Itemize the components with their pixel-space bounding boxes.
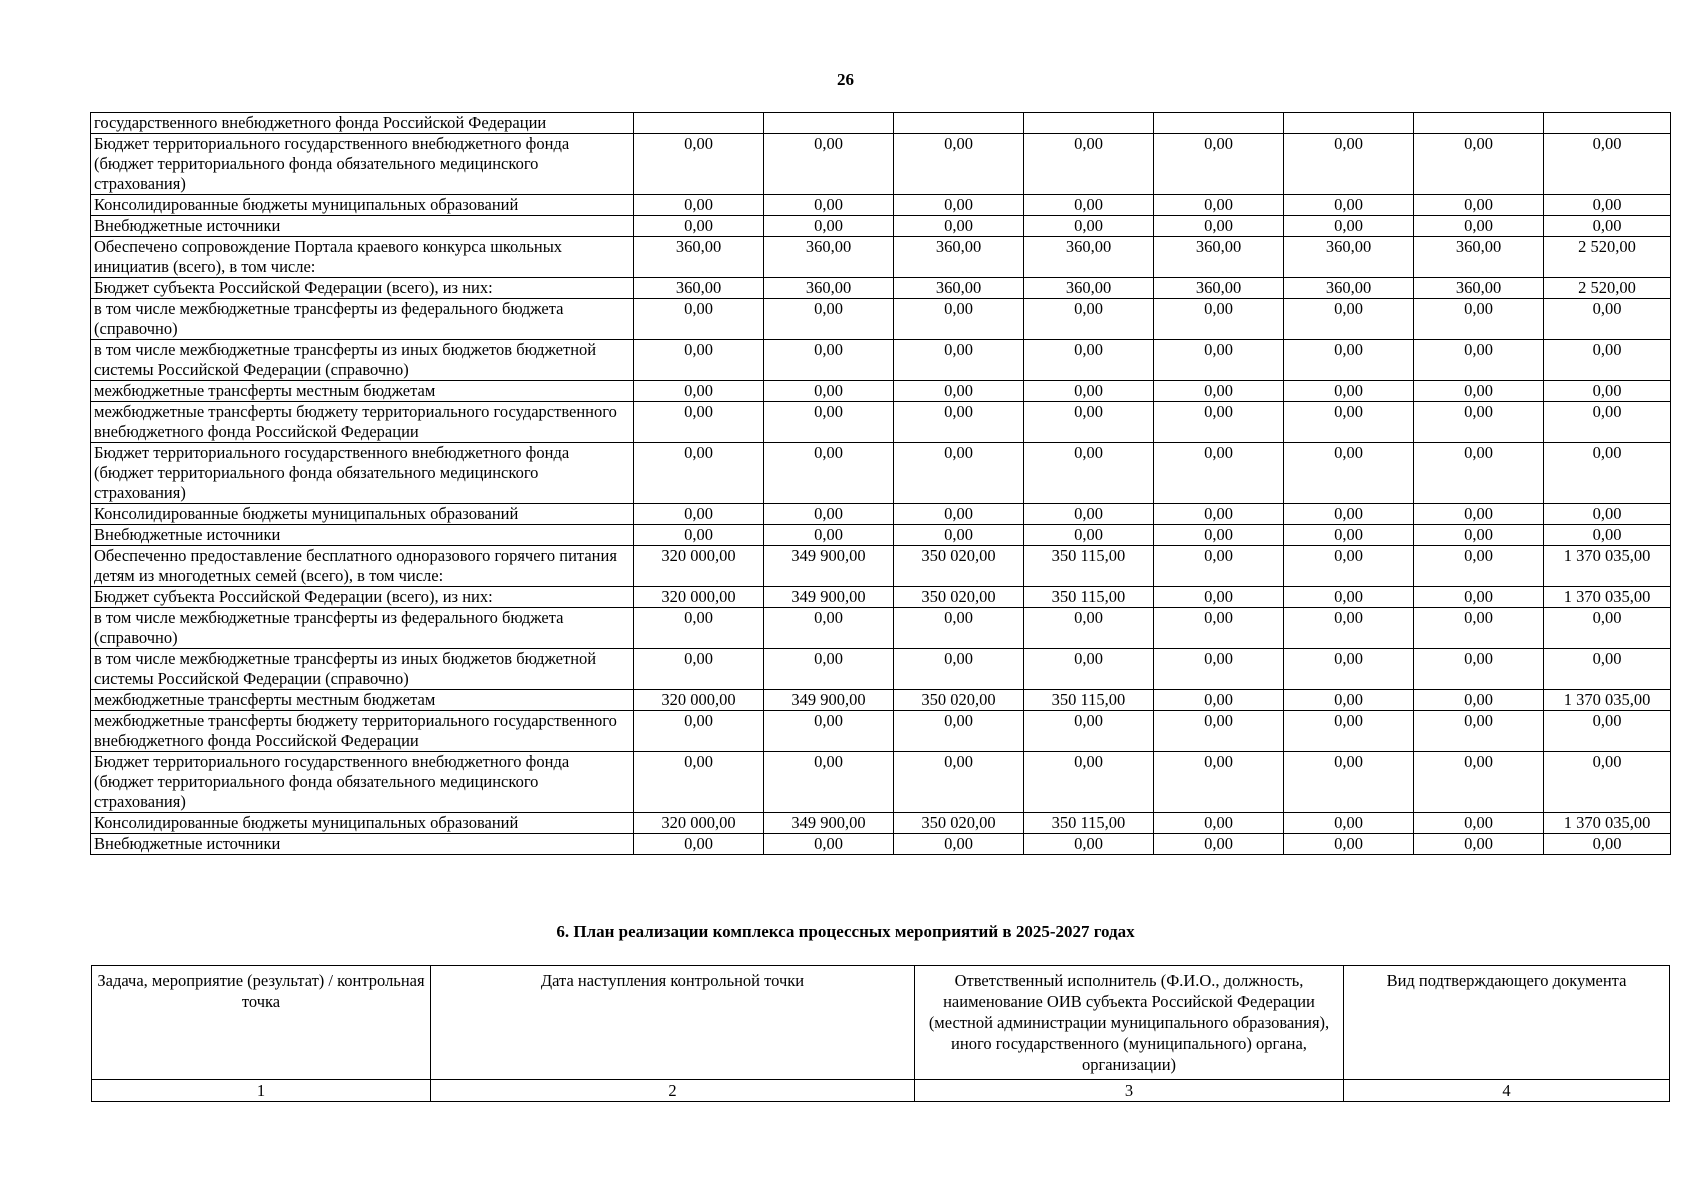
budget-value-cell: 350 020,00 [894, 813, 1024, 834]
budget-value-cell: 0,00 [764, 834, 894, 855]
budget-value-cell [764, 113, 894, 134]
budget-value-cell: 0,00 [1154, 381, 1284, 402]
plan-table-number-row [92, 1080, 1670, 1102]
budget-value-cell: 0,00 [1544, 134, 1671, 195]
budget-value-cell: 0,00 [1544, 525, 1671, 546]
budget-value-cell: 0,00 [1414, 216, 1544, 237]
budget-row [91, 587, 1671, 608]
budget-value-cell [1284, 113, 1414, 134]
budget-value-cell: 0,00 [1154, 752, 1284, 813]
budget-value-cell: 0,00 [1154, 711, 1284, 752]
budget-value-cell: 0,00 [1154, 299, 1284, 340]
budget-value-cell: 0,00 [634, 649, 764, 690]
budget-value-cell: 350 020,00 [894, 587, 1024, 608]
budget-value-cell: 0,00 [1414, 134, 1544, 195]
budget-row-label: Консолидированные бюджеты муниципальных образований [91, 195, 634, 216]
budget-value-cell: 0,00 [894, 711, 1024, 752]
budget-value-cell: 0,00 [894, 608, 1024, 649]
budget-value-cell: 0,00 [1284, 134, 1414, 195]
budget-value-cell: 0,00 [1024, 752, 1154, 813]
budget-row-label: в том числе межбюджетные трансферты из иных бюджетов бюджетной системы Российской Федерации (справочно) [91, 340, 634, 381]
budget-row [91, 443, 1671, 504]
budget-value-cell: 0,00 [764, 525, 894, 546]
budget-value-cell: 0,00 [634, 608, 764, 649]
plan-column-number: 4 [1344, 1080, 1670, 1102]
budget-value-cell: 360,00 [1024, 237, 1154, 278]
budget-value-cell [634, 113, 764, 134]
budget-value-cell: 320 000,00 [634, 690, 764, 711]
budget-value-cell: 0,00 [1154, 443, 1284, 504]
budget-value-cell: 0,00 [1284, 813, 1414, 834]
budget-table [90, 112, 1671, 855]
budget-value-cell: 0,00 [1024, 195, 1154, 216]
budget-value-cell: 0,00 [1154, 813, 1284, 834]
budget-value-cell: 0,00 [1154, 340, 1284, 381]
budget-value-cell: 0,00 [1544, 443, 1671, 504]
budget-value-cell: 0,00 [1154, 504, 1284, 525]
budget-value-cell: 0,00 [1284, 216, 1414, 237]
budget-value-cell: 0,00 [1414, 546, 1544, 587]
budget-row-label: межбюджетные трансферты местным бюджетам [91, 381, 634, 402]
budget-value-cell: 360,00 [634, 278, 764, 299]
budget-value-cell: 0,00 [1024, 525, 1154, 546]
budget-value-cell: 0,00 [1024, 381, 1154, 402]
budget-row [91, 813, 1671, 834]
budget-row-label: Бюджет территориального государственного внебюджетного фонда (бюджет территориального фонда обязательного медицинского страхования) [91, 443, 634, 504]
budget-value-cell: 0,00 [1544, 216, 1671, 237]
budget-value-cell: 2 520,00 [1544, 278, 1671, 299]
budget-value-cell: 0,00 [764, 195, 894, 216]
budget-value-cell: 0,00 [1284, 443, 1414, 504]
budget-value-cell: 0,00 [1414, 299, 1544, 340]
budget-value-cell: 0,00 [1544, 504, 1671, 525]
budget-value-cell: 0,00 [894, 504, 1024, 525]
budget-value-cell: 360,00 [764, 278, 894, 299]
budget-row [91, 216, 1671, 237]
budget-value-cell: 360,00 [1024, 278, 1154, 299]
budget-value-cell: 350 115,00 [1024, 546, 1154, 587]
budget-value-cell: 360,00 [894, 278, 1024, 299]
budget-value-cell: 0,00 [1284, 195, 1414, 216]
budget-value-cell [894, 113, 1024, 134]
budget-value-cell: 0,00 [1024, 834, 1154, 855]
budget-value-cell: 0,00 [634, 711, 764, 752]
budget-value-cell: 0,00 [1154, 587, 1284, 608]
budget-value-cell: 1 370 035,00 [1544, 690, 1671, 711]
budget-row-label: в том числе межбюджетные трансферты из иных бюджетов бюджетной системы Российской Федерации (справочно) [91, 649, 634, 690]
budget-row [91, 402, 1671, 443]
budget-value-cell: 0,00 [764, 381, 894, 402]
budget-value-cell: 360,00 [764, 237, 894, 278]
budget-row-label: Консолидированные бюджеты муниципальных образований [91, 504, 634, 525]
budget-row [91, 525, 1671, 546]
budget-value-cell: 0,00 [1154, 546, 1284, 587]
budget-value-cell: 360,00 [1154, 278, 1284, 299]
budget-row-label: государственного внебюджетного фонда Российской Федерации [91, 113, 634, 134]
plan-header-executor: Ответственный исполнитель (Ф.И.О., должность, наименование ОИВ субъекта Российской Федерации (местной администрации муниципального образования), иного государственного (муниципального) органа, организации) [915, 966, 1344, 1080]
budget-row [91, 278, 1671, 299]
budget-value-cell: 0,00 [1414, 711, 1544, 752]
budget-value-cell: 0,00 [894, 402, 1024, 443]
plan-table [91, 965, 1670, 1102]
budget-value-cell: 0,00 [1284, 752, 1414, 813]
budget-value-cell: 0,00 [1154, 195, 1284, 216]
budget-value-cell: 0,00 [634, 381, 764, 402]
budget-value-cell: 0,00 [1544, 834, 1671, 855]
budget-row [91, 711, 1671, 752]
budget-value-cell: 2 520,00 [1544, 237, 1671, 278]
budget-value-cell: 0,00 [1284, 587, 1414, 608]
budget-value-cell: 360,00 [1414, 237, 1544, 278]
budget-value-cell: 0,00 [1544, 711, 1671, 752]
budget-row-label: межбюджетные трансферты бюджету территориального государственного внебюджетного фонда Российской Федерации [91, 402, 634, 443]
budget-value-cell: 0,00 [634, 134, 764, 195]
budget-value-cell: 0,00 [1414, 402, 1544, 443]
budget-value-cell: 0,00 [894, 195, 1024, 216]
budget-value-cell: 0,00 [1024, 402, 1154, 443]
budget-value-cell: 0,00 [1024, 340, 1154, 381]
budget-value-cell: 360,00 [1414, 278, 1544, 299]
budget-value-cell: 350 115,00 [1024, 587, 1154, 608]
budget-value-cell: 360,00 [634, 237, 764, 278]
budget-value-cell: 0,00 [764, 711, 894, 752]
plan-header-date: Дата наступления контрольной точки [431, 966, 915, 1080]
budget-value-cell: 0,00 [1024, 216, 1154, 237]
budget-value-cell: 0,00 [1154, 690, 1284, 711]
budget-value-cell: 0,00 [634, 340, 764, 381]
budget-row-label: Бюджет субъекта Российской Федерации (всего), из них: [91, 278, 634, 299]
budget-row [91, 649, 1671, 690]
plan-header-task: Задача, мероприятие (результат) / контрольная точка [92, 966, 431, 1080]
budget-value-cell: 0,00 [1284, 299, 1414, 340]
budget-value-cell: 0,00 [1414, 525, 1544, 546]
budget-value-cell: 0,00 [1544, 402, 1671, 443]
budget-row-label: Бюджет территориального государственного внебюджетного фонда (бюджет территориального фонда обязательного медицинского страхования) [91, 134, 634, 195]
plan-column-number: 1 [92, 1080, 431, 1102]
budget-value-cell: 0,00 [764, 402, 894, 443]
budget-value-cell: 0,00 [1544, 752, 1671, 813]
budget-value-cell: 0,00 [764, 649, 894, 690]
budget-value-cell: 0,00 [1284, 546, 1414, 587]
budget-value-cell: 0,00 [1414, 195, 1544, 216]
budget-value-cell: 0,00 [1284, 340, 1414, 381]
budget-row-label: Внебюджетные источники [91, 216, 634, 237]
budget-value-cell: 0,00 [1414, 690, 1544, 711]
budget-value-cell: 0,00 [1284, 608, 1414, 649]
budget-value-cell: 0,00 [634, 834, 764, 855]
budget-value-cell: 0,00 [894, 381, 1024, 402]
budget-row [91, 546, 1671, 587]
budget-value-cell: 0,00 [1544, 608, 1671, 649]
budget-value-cell: 0,00 [1414, 381, 1544, 402]
plan-column-number: 2 [431, 1080, 915, 1102]
budget-value-cell: 349 900,00 [764, 587, 894, 608]
budget-value-cell: 0,00 [764, 608, 894, 649]
budget-value-cell: 0,00 [1024, 443, 1154, 504]
budget-value-cell: 0,00 [764, 299, 894, 340]
budget-value-cell: 0,00 [1284, 711, 1414, 752]
plan-header-document-type: Вид подтверждающего документа [1344, 966, 1670, 1080]
budget-row-label: Бюджет территориального государственного внебюджетного фонда (бюджет территориального фонда обязательного медицинского страхования) [91, 752, 634, 813]
budget-row [91, 195, 1671, 216]
budget-value-cell: 0,00 [1544, 381, 1671, 402]
budget-value-cell: 0,00 [894, 340, 1024, 381]
budget-value-cell: 0,00 [764, 443, 894, 504]
budget-value-cell: 349 900,00 [764, 813, 894, 834]
budget-value-cell: 0,00 [894, 525, 1024, 546]
budget-value-cell: 0,00 [1024, 649, 1154, 690]
budget-value-cell: 0,00 [1544, 195, 1671, 216]
budget-value-cell: 0,00 [634, 402, 764, 443]
budget-value-cell: 0,00 [1024, 299, 1154, 340]
budget-value-cell: 0,00 [894, 216, 1024, 237]
budget-value-cell: 0,00 [894, 834, 1024, 855]
budget-value-cell: 0,00 [764, 504, 894, 525]
budget-value-cell: 0,00 [764, 340, 894, 381]
plan-column-number: 3 [915, 1080, 1344, 1102]
budget-value-cell: 0,00 [634, 195, 764, 216]
budget-row [91, 134, 1671, 195]
budget-value-cell: 0,00 [1284, 504, 1414, 525]
budget-value-cell: 0,00 [1154, 525, 1284, 546]
budget-value-cell: 320 000,00 [634, 813, 764, 834]
budget-row-label: Консолидированные бюджеты муниципальных образований [91, 813, 634, 834]
budget-value-cell: 0,00 [1414, 813, 1544, 834]
budget-value-cell: 0,00 [1544, 299, 1671, 340]
budget-value-cell: 0,00 [1414, 649, 1544, 690]
budget-row [91, 381, 1671, 402]
budget-value-cell: 0,00 [1544, 649, 1671, 690]
budget-row [91, 340, 1671, 381]
budget-value-cell: 0,00 [634, 504, 764, 525]
budget-value-cell [1154, 113, 1284, 134]
budget-value-cell: 0,00 [894, 752, 1024, 813]
budget-value-cell: 350 020,00 [894, 690, 1024, 711]
budget-row-label: в том числе межбюджетные трансферты из федерального бюджета (справочно) [91, 608, 634, 649]
budget-row [91, 834, 1671, 855]
budget-value-cell: 0,00 [1284, 402, 1414, 443]
budget-value-cell: 0,00 [1414, 608, 1544, 649]
budget-value-cell: 0,00 [1284, 690, 1414, 711]
budget-value-cell: 1 370 035,00 [1544, 587, 1671, 608]
budget-value-cell: 0,00 [1414, 752, 1544, 813]
budget-row-label: в том числе межбюджетные трансферты из федерального бюджета (справочно) [91, 299, 634, 340]
budget-value-cell: 1 370 035,00 [1544, 813, 1671, 834]
budget-value-cell: 349 900,00 [764, 690, 894, 711]
budget-value-cell: 0,00 [764, 216, 894, 237]
budget-value-cell: 0,00 [634, 443, 764, 504]
budget-value-cell: 0,00 [1154, 608, 1284, 649]
budget-value-cell: 0,00 [764, 752, 894, 813]
budget-value-cell: 0,00 [1414, 834, 1544, 855]
budget-value-cell: 350 115,00 [1024, 813, 1154, 834]
budget-row [91, 113, 1671, 134]
budget-value-cell: 1 370 035,00 [1544, 546, 1671, 587]
budget-value-cell: 0,00 [1414, 443, 1544, 504]
budget-value-cell: 320 000,00 [634, 587, 764, 608]
budget-value-cell: 0,00 [1414, 340, 1544, 381]
budget-value-cell: 0,00 [634, 752, 764, 813]
budget-row-label: Бюджет субъекта Российской Федерации (всего), из них: [91, 587, 634, 608]
budget-value-cell: 0,00 [1024, 504, 1154, 525]
budget-row [91, 608, 1671, 649]
budget-value-cell: 0,00 [894, 299, 1024, 340]
budget-value-cell: 0,00 [1154, 649, 1284, 690]
page-number: 26 [837, 70, 854, 89]
budget-value-cell: 0,00 [1154, 834, 1284, 855]
budget-row-label: Внебюджетные источники [91, 834, 634, 855]
budget-value-cell: 360,00 [1154, 237, 1284, 278]
budget-value-cell: 0,00 [1154, 216, 1284, 237]
budget-value-cell: 0,00 [1284, 525, 1414, 546]
budget-row [91, 752, 1671, 813]
budget-value-cell: 0,00 [1414, 504, 1544, 525]
budget-value-cell: 0,00 [1284, 834, 1414, 855]
budget-row-label: Обеспечено сопровождение Портала краевого конкурса школьных инициатив (всего), в том числе: [91, 237, 634, 278]
plan-table-header-row [92, 966, 1670, 1080]
budget-value-cell: 360,00 [1284, 237, 1414, 278]
budget-row-label: межбюджетные трансферты местным бюджетам [91, 690, 634, 711]
budget-value-cell [1544, 113, 1671, 134]
budget-row-label: Обеспеченно предоставление бесплатного одноразового горячего питания детям из многодетных семей (всего), в том числе: [91, 546, 634, 587]
budget-row [91, 237, 1671, 278]
budget-value-cell: 360,00 [1284, 278, 1414, 299]
budget-value-cell: 0,00 [1544, 340, 1671, 381]
budget-value-cell: 0,00 [1024, 608, 1154, 649]
budget-row [91, 299, 1671, 340]
budget-value-cell: 350 115,00 [1024, 690, 1154, 711]
budget-row [91, 690, 1671, 711]
budget-value-cell: 0,00 [1414, 587, 1544, 608]
budget-value-cell: 0,00 [894, 443, 1024, 504]
budget-value-cell: 360,00 [894, 237, 1024, 278]
budget-value-cell: 0,00 [1154, 134, 1284, 195]
budget-row-label: межбюджетные трансферты бюджету территориального государственного внебюджетного фонда Российской Федерации [91, 711, 634, 752]
budget-value-cell [1024, 113, 1154, 134]
budget-value-cell: 0,00 [764, 134, 894, 195]
budget-value-cell: 0,00 [1284, 381, 1414, 402]
budget-value-cell: 0,00 [634, 299, 764, 340]
budget-value-cell: 350 020,00 [894, 546, 1024, 587]
budget-value-cell: 0,00 [1024, 711, 1154, 752]
budget-row [91, 504, 1671, 525]
budget-value-cell: 0,00 [1024, 134, 1154, 195]
budget-value-cell [1414, 113, 1544, 134]
budget-value-cell: 0,00 [634, 525, 764, 546]
budget-value-cell: 0,00 [634, 216, 764, 237]
budget-value-cell: 0,00 [894, 649, 1024, 690]
budget-value-cell: 0,00 [1154, 402, 1284, 443]
budget-row-label: Внебюджетные источники [91, 525, 634, 546]
budget-value-cell: 0,00 [894, 134, 1024, 195]
budget-value-cell: 320 000,00 [634, 546, 764, 587]
section-title: 6. План реализации комплекса процессных мероприятий в 2025-2027 годах [556, 922, 1135, 941]
budget-table-body [91, 113, 1671, 855]
budget-value-cell: 0,00 [1284, 649, 1414, 690]
budget-value-cell: 349 900,00 [764, 546, 894, 587]
